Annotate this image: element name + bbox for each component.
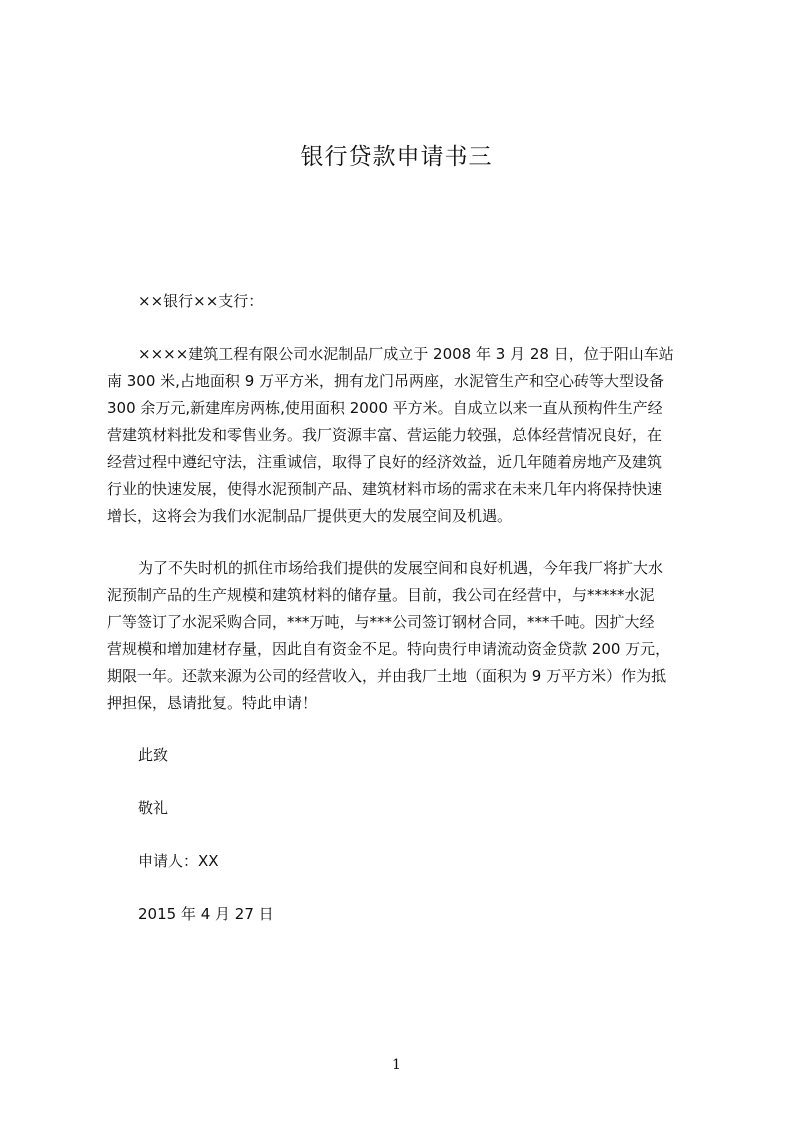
paragraph-line: 南 300 米,占地面积 9 万平方米，拥有龙门吊两座，水泥管生产和空心砖等大型设备 xyxy=(107,372,665,390)
page-title: 银行贷款申请书三 xyxy=(300,144,493,170)
application-date: 2015 年 4 月 27 日 xyxy=(138,905,274,923)
salutation: ××银行××支行： xyxy=(138,292,264,310)
paragraph-line: ××××建筑工程有限公司水泥制品厂成立于 2008 年 3 月 28 日，位于阳山车站 xyxy=(138,345,674,363)
paragraph-line: 300 余万元,新建库房两栋,使用面积 2000 平方米。自成立以来一直从预构件生产经 xyxy=(107,399,663,417)
paragraph-line: 为了不失时机的抓住市场给我们提供的发展空间和良好机遇，今年我厂将扩大水 xyxy=(138,559,664,577)
applicant-name: 申请人：XX xyxy=(138,852,219,870)
paragraph-line: 押担保，恳请批复。特此申请！ xyxy=(107,694,318,712)
paragraph-line: 泥预制产品的生产规模和建筑材料的储存量。目前，我公司在经营中，与*****水泥 xyxy=(107,586,655,604)
closing-regards-second: 敬礼 xyxy=(138,799,169,817)
paragraph-line: 期限一年。还款来源为公司的经营收入，并由我厂土地（面积为 9 万平方米）作为抵 xyxy=(107,667,667,685)
paragraph-line: 营规模和增加建材存量，因此自有资金不足。特向贵行申请流动资金贷款 200 万元， xyxy=(107,640,671,658)
paragraph-line: 营建筑材料批发和零售业务。我厂资源丰富、营运能力较强，总体经营情况良好，在 xyxy=(107,426,663,444)
paragraph-line: 经营过程中遵纪守法，注重诚信，取得了良好的经济效益，近几年随着房地产及建筑 xyxy=(107,453,663,471)
paragraph-line: 增长，这将会为我们水泥制品厂提供更大的发展空间及机遇。 xyxy=(107,507,513,525)
closing-regards-first: 此致 xyxy=(138,746,169,764)
paragraph-line: 厂等签订了水泥采购合同，***万吨，与***公司签订钢材合同，***千吨。因扩大经 xyxy=(107,613,655,631)
page-number: 1 xyxy=(392,1057,401,1073)
paragraph-line: 行业的快速发展，使得水泥预制产品、建筑材料市场的需求在未来几年内将保持快速 xyxy=(107,480,663,498)
